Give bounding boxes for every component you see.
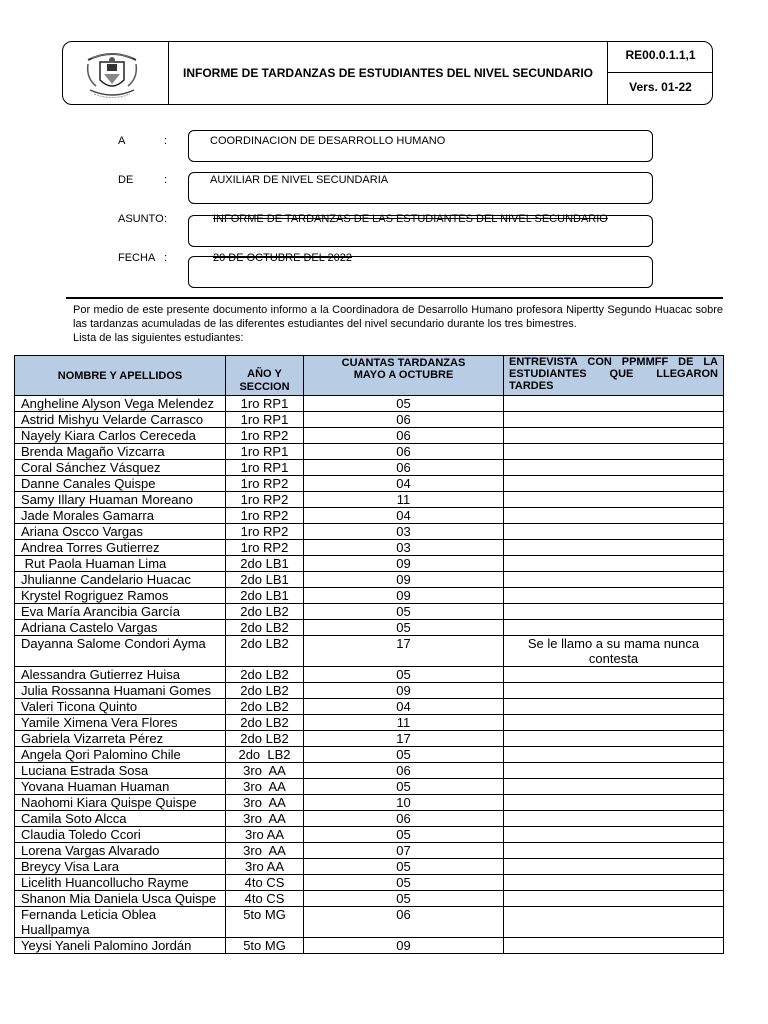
tardiness-count: 11 [304,492,504,508]
student-section: 2do LB2 [226,747,304,763]
student-section: 1ro RP2 [226,540,304,556]
table-row [15,795,724,811]
student-name: Claudia Toledo Ccori [15,827,226,843]
tardiness-count: 05 [304,779,504,795]
interview-note [504,907,724,938]
from-label: DE [118,174,134,186]
table-row [15,667,724,683]
student-section: 1ro RP1 [226,396,304,412]
student-name: Breycy Visa Lara [15,859,226,875]
table-row [15,938,724,954]
student-section: 2do LB2 [226,683,304,699]
header-name: NOMBRE Y APELLIDOS [15,356,226,396]
table-row [15,412,724,428]
tardiness-count: 05 [304,667,504,683]
student-name: Andrea Torres Gutierrez [15,540,226,556]
tardiness-count: 17 [304,731,504,747]
student-section: 2do LB2 [226,636,304,667]
interview-note [504,508,724,524]
interview-note [504,556,724,572]
student-name: Luciana Estrada Sosa [15,763,226,779]
subject-value: INFORME DE TARDANZAS DE LAS ESTUDIANTES DEL NIVEL SECUNDARIO [213,213,608,225]
subject-label: ASUNTO [118,213,164,225]
student-name: Alessandra Gutierrez Huisa [15,667,226,683]
interview-note [504,827,724,843]
student-name: Danne Canales Quispe [15,476,226,492]
tardiness-count: 09 [304,572,504,588]
table-row [15,747,724,763]
student-section: 1ro RP1 [226,412,304,428]
tardiness-table [14,355,724,954]
header-divider [168,41,169,105]
table-row [15,731,724,747]
from-value: AUXILIAR DE NIVEL SECUNDARIA [210,174,389,186]
student-name: Astrid Mishyu Velarde Carrasco [15,412,226,428]
student-section: 1ro RP1 [226,460,304,476]
table-row [15,476,724,492]
to-value: COORDINACION DE DESARROLLO HUMANO [210,135,446,147]
student-name: Yamile Ximena Vera Flores [15,715,226,731]
tardiness-count: 05 [304,891,504,907]
tardiness-count: 06 [304,428,504,444]
student-name: Lorena Vargas Alvarado [15,843,226,859]
student-section: 1ro RP2 [226,524,304,540]
header-interview: ENTREVISTA CON PPMMFF DE LA ESTUDIANTES QUE LLEGARON TARDES [504,356,724,396]
table-row [15,843,724,859]
to-label: A [118,135,126,147]
to-colon: : [164,135,168,147]
student-name: Valeri Ticona Quinto [15,699,226,715]
tardiness-count: 06 [304,763,504,779]
interview-note [504,875,724,891]
student-name: Shanon Mia Daniela Usca Quispe [15,891,226,907]
header-divider [607,72,713,73]
header-count: CUANTAS TARDANZAS MAYO A OCTUBRE [304,356,504,396]
tardiness-count: 05 [304,604,504,620]
tardiness-count: 06 [304,907,504,938]
student-section: 1ro RP2 [226,476,304,492]
student-name: Yovana Huaman Huaman [15,779,226,795]
interview-note [504,476,724,492]
table-row [15,891,724,907]
student-section: 5to MG [226,907,304,938]
student-section: 3ro AA [226,795,304,811]
interview-note [504,795,724,811]
header-section: AÑO Y SECCION [226,356,304,396]
tardiness-count: 11 [304,715,504,731]
student-section: 1ro RP2 [226,428,304,444]
interview-note [504,667,724,683]
table-row [15,604,724,620]
student-name: Dayanna Salome Condori Ayma [15,636,226,667]
tardiness-count: 17 [304,636,504,667]
student-section: 2do LB1 [226,588,304,604]
tardiness-count: 04 [304,508,504,524]
student-name: Adriana Castelo Vargas [15,620,226,636]
interview-note [504,524,724,540]
date-colon: : [164,252,168,264]
student-name: Angheline Alyson Vega Melendez [15,396,226,412]
date-value: 20 DE OCTUBRE DEL 2022 [213,252,352,264]
interview-note [504,572,724,588]
table-row [15,636,724,667]
student-section: 1ro RP2 [226,508,304,524]
tardiness-count: 09 [304,938,504,954]
table-row [15,588,724,604]
student-section: 2do LB1 [226,556,304,572]
student-name: Naohomi Kiara Quispe Quispe [15,795,226,811]
table-row [15,492,724,508]
tardiness-count: 09 [304,556,504,572]
tardiness-count: 05 [304,875,504,891]
table-row [15,540,724,556]
interview-note [504,540,724,556]
student-name: Eva María Arancibia García [15,604,226,620]
tardiness-count: 06 [304,460,504,476]
interview-note [504,779,724,795]
interview-note [504,620,724,636]
interview-note [504,715,724,731]
student-section: 1ro RP1 [226,444,304,460]
interview-note [504,891,724,907]
student-section: 4to CS [226,875,304,891]
interview-note [504,396,724,412]
student-name: Gabriela Vizarreta Pérez [15,731,226,747]
document-code: RE00.0.1.1,1 [625,48,696,62]
tardiness-count: 06 [304,811,504,827]
tardiness-count: 04 [304,699,504,715]
student-name: Rut Paola Huaman Lima [15,556,226,572]
student-name: Licelith Huancollucho Rayme [15,875,226,891]
interview-note [504,683,724,699]
student-section: 2do LB1 [226,572,304,588]
interview-note [504,859,724,875]
interview-note [504,843,724,859]
interview-note [504,604,724,620]
date-label: FECHA [118,252,156,264]
intro-text: Por medio de este presente documento informo a la Coordinadora de Desarrollo Humano profesora Nipertty Segundo Huacac sobre las tardanzas acumuladas de las diferentes estudiantes del nivel secundario durante los tres bimestres. [73,304,723,330]
student-section: 5to MG [226,938,304,954]
tardiness-count: 04 [304,476,504,492]
student-name: Samy Illary Huaman Moreano [15,492,226,508]
table-row [15,444,724,460]
student-name: Jhulianne Candelario Huacac [15,572,226,588]
student-section: 3ro AA [226,827,304,843]
student-name: Ariana Oscco Vargas [15,524,226,540]
table-row [15,620,724,636]
table-row [15,907,724,938]
interview-note [504,460,724,476]
table-row [15,556,724,572]
student-section: 3ro AA [226,859,304,875]
interview-note: Se le llamo a su mama nunca contesta [504,636,724,667]
table-row [15,683,724,699]
student-section: 3ro AA [226,763,304,779]
student-section: 3ro AA [226,811,304,827]
interview-note [504,731,724,747]
document-version: Vers. 01-22 [629,80,692,94]
student-section: 1ro RP2 [226,492,304,508]
student-name: Angela Qori Palomino Chile [15,747,226,763]
table-row [15,396,724,412]
student-name: Camila Soto Alcca [15,811,226,827]
tardiness-count: 06 [304,412,504,428]
tardiness-count: 05 [304,827,504,843]
interview-note [504,811,724,827]
tardiness-count: 07 [304,843,504,859]
student-name: Fernanda Leticia Oblea Huallpamya [15,907,226,938]
interview-note [504,444,724,460]
tardiness-count: 05 [304,859,504,875]
tardiness-count: 09 [304,588,504,604]
student-section: 2do LB2 [226,731,304,747]
subject-colon: : [164,213,168,225]
document-title: INFORME DE TARDANZAS DE ESTUDIANTES DEL NIVEL SECUNDARIO [182,66,594,80]
student-section: 2do LB2 [226,667,304,683]
student-name: Coral Sánchez Vásquez [15,460,226,476]
interview-note [504,747,724,763]
table-row [15,875,724,891]
interview-note [504,412,724,428]
intro-list-caption: Lista de las siguientes estudiantes: [73,332,244,344]
table-row [15,811,724,827]
table-row [15,699,724,715]
tardiness-count: 10 [304,795,504,811]
table-row [15,827,724,843]
tardiness-count: 09 [304,683,504,699]
student-section: 2do LB2 [226,715,304,731]
table-row [15,428,724,444]
student-section: 2do LB2 [226,699,304,715]
school-crest-logo [80,44,144,102]
table-row [15,763,724,779]
interview-note [504,492,724,508]
student-name: Jade Morales Gamarra [15,508,226,524]
student-name: Nayely Kiara Carlos Cereceda [15,428,226,444]
table-row [15,715,724,731]
student-name: Yeysi Yaneli Palomino Jordán [15,938,226,954]
interview-note [504,938,724,954]
tardiness-count: 05 [304,620,504,636]
table-row [15,859,724,875]
table-row [15,524,724,540]
table-header-row [15,356,724,396]
student-section: 2do LB2 [226,620,304,636]
student-section: 4to CS [226,891,304,907]
tardiness-count: 06 [304,444,504,460]
table-row [15,779,724,795]
student-section: 3ro AA [226,779,304,795]
tardiness-count: 03 [304,540,504,556]
table-row [15,508,724,524]
interview-note [504,428,724,444]
from-colon: : [164,174,168,186]
table-row [15,460,724,476]
horizontal-rule [66,297,723,299]
interview-note [504,588,724,604]
interview-note [504,763,724,779]
tardiness-count: 05 [304,396,504,412]
student-name: Krystel Rogriguez Ramos [15,588,226,604]
interview-note [504,699,724,715]
intro-paragraph [73,303,723,345]
tardiness-count: 03 [304,524,504,540]
student-section: 2do LB2 [226,604,304,620]
student-name: Julia Rossanna Huamani Gomes [15,683,226,699]
student-section: 3ro AA [226,843,304,859]
table-row [15,572,724,588]
tardiness-count: 05 [304,747,504,763]
student-name: Brenda Magaño Vizcarra [15,444,226,460]
